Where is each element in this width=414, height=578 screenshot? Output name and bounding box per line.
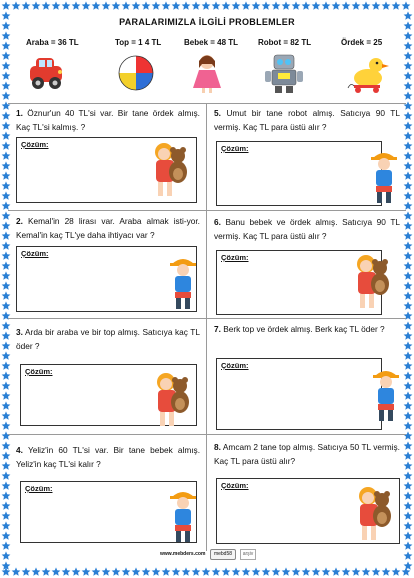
question-7 [214,322,400,336]
question-number: 4. [16,445,23,455]
doll-icon [185,52,229,94]
border-star [404,251,413,259]
border-star [222,567,231,575]
border-star [2,551,11,559]
border-star [404,151,413,159]
border-star [92,1,101,9]
border-star [2,401,11,409]
solution-label: Çözüm: [221,481,249,490]
border-star [352,567,361,575]
border-star [2,451,11,459]
question-number: 8. [214,442,221,452]
border-star [382,1,391,9]
border-star [312,1,321,9]
border-star [192,1,201,9]
border-star [382,567,391,575]
border-star [22,567,31,575]
border-star [404,61,413,69]
border-star [302,567,311,575]
border-star [2,441,11,449]
border-star [404,461,413,469]
price-robot: Robot = 82 TL [258,38,312,47]
border-star [404,541,413,549]
border-star [2,411,11,419]
border-star [22,1,31,9]
border-star [82,1,91,9]
border-star [102,567,111,575]
border-star [322,567,331,575]
border-star [404,81,413,89]
border-star [404,431,413,439]
border-star [202,567,211,575]
border-star [404,511,413,519]
boy-illustration [367,148,401,204]
question-6 [214,215,400,243]
border-star [404,51,413,59]
border-star [402,567,411,575]
border-star [404,171,413,179]
border-star [272,1,281,9]
border-star [162,1,171,9]
border-star [162,567,171,575]
border-star [332,567,341,575]
border-star [12,1,21,9]
border-star [222,1,231,9]
border-star [2,331,11,339]
question-text: Kemal'in 28 lirası var. Araba almak isti-yor. Kemal'in kaç TL'ye daha ihtiyacı var ? [16,216,200,240]
solution-label: Çözüm: [221,253,249,262]
question-number: 2. [16,216,23,226]
border-star [404,471,413,479]
border-star [182,567,191,575]
border-star [2,201,11,209]
border-star [404,381,413,389]
girl-with-teddy-illustration [352,484,396,542]
border-star [362,567,371,575]
solution-label: Çözüm: [21,249,49,258]
border-star [172,567,181,575]
border-star [2,121,11,129]
question-number: 5. [214,108,221,118]
question-text: Umut bir tane robot almış. Satıcıya 90 TL vermiş. Kaç TL para üstü alır ? [214,108,400,132]
border-star [2,321,11,329]
border-star [2,521,11,529]
border-star [404,291,413,299]
question-8 [214,440,400,468]
border-star [282,567,291,575]
border-star [112,567,121,575]
border-star [404,211,413,219]
border-star [2,491,11,499]
border-star [2,91,11,99]
divider-row3 [8,434,406,435]
border-star [262,1,271,9]
footer-site[interactable]: www.mebders.com [160,551,206,557]
answer-box-5[interactable] [216,141,382,206]
border-star [2,481,11,489]
border-star [2,231,11,239]
border-star [2,281,11,289]
border-star [2,61,11,69]
border-star [72,1,81,9]
border-star [32,567,41,575]
girl-with-teddy-illustration [148,140,192,198]
border-star [42,1,51,9]
border-star [232,1,241,9]
border-star [2,251,11,259]
border-star [404,281,413,289]
border-star [404,221,413,229]
border-star [402,1,411,9]
border-star [2,111,11,119]
page-title: PARALARIMIZLA İLGİLİ PROBLEMLER [119,17,295,27]
border-star [42,567,51,575]
border-star [142,567,151,575]
question-text: Banu bebek ve ördek almış. Satıcıya 90 TL vermiş. Kaç TL para üstü alır ? [214,217,400,241]
border-star [172,1,181,9]
border-star [2,421,11,429]
border-star [2,71,11,79]
girl-with-teddy-illustration [350,252,394,310]
border-star [2,171,11,179]
border-star [242,1,251,9]
border-star [372,1,381,9]
border-star [2,161,11,169]
border-star [2,1,11,9]
border-star [262,567,271,575]
border-star [2,341,11,349]
boy-illustration [369,366,403,422]
question-3 [16,325,200,353]
border-star [404,241,413,249]
border-star [292,567,301,575]
border-star [404,261,413,269]
border-star [404,451,413,459]
border-star [404,161,413,169]
border-star [2,541,11,549]
question-text: Berk top ve ördek almış. Berk kaç TL öder ? [223,324,385,334]
border-star [32,1,41,9]
border-star [152,567,161,575]
question-number: 6. [214,217,221,227]
border-star [2,511,11,519]
border-star [2,561,11,569]
border-star [362,1,371,9]
border-star [52,567,61,575]
car-icon [24,52,68,94]
border-star [252,567,261,575]
question-4 [16,443,200,471]
border-star [404,551,413,559]
border-star [404,181,413,189]
solution-label: Çözüm: [25,484,53,493]
border-star [404,201,413,209]
question-number: 1. [16,108,23,118]
border-star [252,1,261,9]
price-list [18,38,398,50]
price-doll: Bebek = 48 TL [184,38,239,47]
border-star [404,141,413,149]
border-star [62,567,71,575]
solution-label: Çözüm: [221,361,249,370]
border-star [2,461,11,469]
border-star [404,361,413,369]
border-star [404,481,413,489]
border-star [242,567,251,575]
border-star [404,31,413,39]
border-star [2,471,11,479]
border-star [404,131,413,139]
border-star [404,421,413,429]
border-star [332,1,341,9]
border-star [404,521,413,529]
price-ball: Top = 1 4 TL [115,38,162,47]
border-star [322,1,331,9]
border-star [2,261,11,269]
border-star [404,121,413,129]
border-star [142,1,151,9]
border-star [404,441,413,449]
border-star [112,1,121,9]
border-star [2,241,11,249]
border-star [2,381,11,389]
border-star [2,391,11,399]
divider-top [8,103,406,104]
border-star [182,1,191,9]
border-star [2,431,11,439]
border-star [342,567,351,575]
question-text: Amcam 2 tane top almış. Satıcıya 50 TL vermiş. Kaç TL para üstü alır? [214,442,400,466]
border-star [2,291,11,299]
border-star [392,567,401,575]
border-star [122,1,131,9]
footer-badge: mebd58 [210,549,236,560]
border-star [202,1,211,9]
boy-illustration [166,487,200,543]
price-duck: Ördek = 25 [341,38,383,47]
border-star [212,1,221,9]
border-star [2,81,11,89]
border-star [292,1,301,9]
border-star [2,131,11,139]
divider-row2 [8,318,406,319]
border-star [404,351,413,359]
border-star [404,111,413,119]
border-star [404,271,413,279]
border-star [2,51,11,59]
border-star [404,41,413,49]
question-text: Arda bir araba ve bir top almış. Satıcıya kaç TL öder ? [16,327,200,351]
border-star [404,531,413,539]
border-star [132,567,141,575]
question-2 [16,214,200,242]
border-star [404,371,413,379]
solution-label: Çözüm: [221,144,249,153]
footer-stamp: arşiv [240,549,256,560]
border-star [272,567,281,575]
border-star [404,391,413,399]
border-star [404,321,413,329]
question-text: Öznur'un 40 TL'si var. Bir tane ördek almış. Kaç TL'si kalmış. ? [16,108,200,132]
border-star [2,211,11,219]
border-star [2,141,11,149]
question-number: 7. [214,324,221,334]
border-star [404,411,413,419]
border-star [404,501,413,509]
border-star [2,271,11,279]
border-star [404,561,413,569]
border-star [2,151,11,159]
border-star [2,567,11,575]
border-star [404,71,413,79]
border-star [102,1,111,9]
ball-icon [114,52,158,94]
boy-illustration [166,254,200,310]
divider-row1 [8,210,406,211]
border-star [2,221,11,229]
question-1 [16,106,200,134]
solution-label: Çözüm: [25,367,53,376]
solution-label: Çözüm: [21,140,49,149]
border-star [404,341,413,349]
price-car: Araba = 36 TL [26,38,79,47]
question-5 [214,106,400,134]
divider-middle [206,103,207,551]
border-star [152,1,161,9]
border-star [282,1,291,9]
border-star [302,1,311,9]
border-star [2,501,11,509]
border-star [62,1,71,9]
border-star [2,31,11,39]
border-star [92,567,101,575]
border-star [404,491,413,499]
border-star [12,567,21,575]
border-star [392,1,401,9]
border-star [312,567,321,575]
border-star [342,1,351,9]
border-star [72,567,81,575]
border-star [404,331,413,339]
border-star [192,567,201,575]
border-star [2,191,11,199]
border-star [2,531,11,539]
robot-icon [262,52,306,94]
border-star [404,301,413,309]
border-star [212,567,221,575]
border-star [372,567,381,575]
girl-with-teddy-illustration [150,370,194,428]
border-star [404,191,413,199]
border-star [352,1,361,9]
border-star [2,351,11,359]
duck-icon [346,52,390,94]
border-star [232,567,241,575]
border-star [404,401,413,409]
border-star [2,301,11,309]
border-star [404,231,413,239]
border-star [404,91,413,99]
border-star [2,41,11,49]
border-star [122,567,131,575]
answer-box-7[interactable] [216,358,382,430]
question-text: Yeliz'in 60 TL'si var. Bir tane bebek almış. Yeliz'in kaç TL'si kalır ? [16,445,201,469]
border-star [132,1,141,9]
question-number: 3. [16,327,23,337]
border-star [2,181,11,189]
border-star [82,567,91,575]
border-star [52,1,61,9]
border-star [2,371,11,379]
border-star [2,361,11,369]
